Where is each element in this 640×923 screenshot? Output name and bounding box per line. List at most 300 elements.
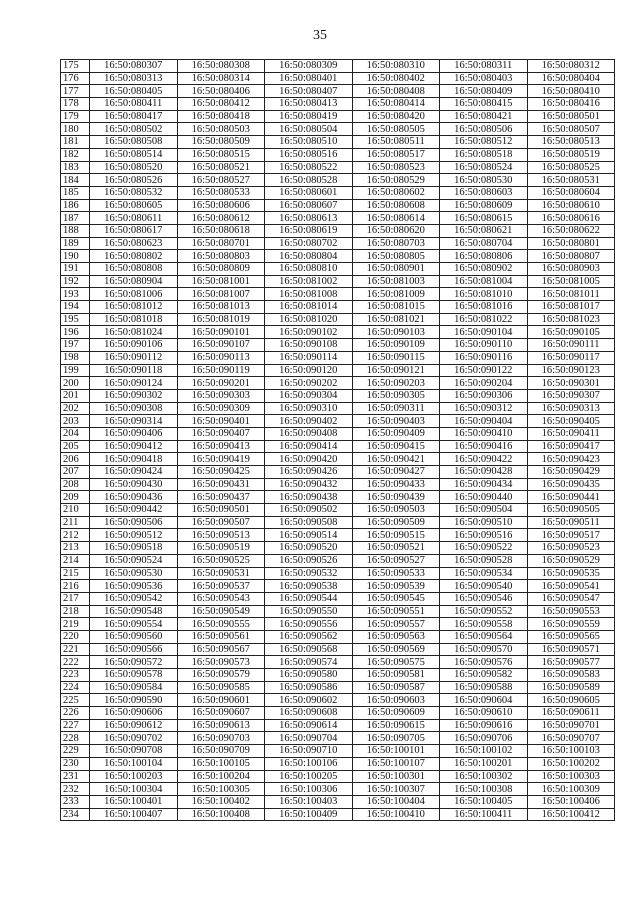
cadastral-number-cell: 16:50:090709 [177, 745, 265, 758]
cadastral-number-cell: 16:50:090119 [177, 364, 265, 377]
row-number-cell: 189 [61, 237, 90, 250]
table-row [61, 301, 615, 314]
cadastral-number-cell: 16:50:080504 [265, 123, 353, 136]
table-row [61, 719, 615, 732]
cadastral-number-cell: 16:50:080413 [265, 98, 353, 111]
cadastral-number-cell: 16:50:090560 [90, 630, 178, 643]
cadastral-number-cell: 16:50:090308 [90, 402, 178, 415]
cadastral-number-cell: 16:50:090124 [90, 377, 178, 390]
row-number-cell: 229 [61, 745, 90, 758]
table-row [61, 681, 615, 694]
cadastral-number-cell: 16:50:090409 [352, 427, 440, 440]
cadastral-number-cell: 16:50:090109 [352, 339, 440, 352]
cadastral-number-cell: 16:50:080420 [352, 110, 440, 123]
cadastral-number-cell: 16:50:100401 [90, 795, 178, 808]
cadastral-number-cell: 16:50:090704 [265, 732, 353, 745]
cadastral-number-cell: 16:50:090616 [440, 719, 528, 732]
row-number-cell: 185 [61, 186, 90, 199]
cadastral-number-cell: 16:50:090115 [352, 351, 440, 364]
cadastral-number-cell: 16:50:090113 [177, 351, 265, 364]
cadastral-number-cell: 16:50:080615 [440, 212, 528, 225]
cadastral-number-cell: 16:50:080902 [440, 263, 528, 276]
cadastral-number-cell: 16:50:090574 [265, 656, 353, 669]
cadastral-number-cell: 16:50:080603 [440, 186, 528, 199]
table-row [61, 669, 615, 682]
cadastral-number-cell: 16:50:090406 [90, 427, 178, 440]
table-row [61, 808, 615, 821]
table-row [61, 630, 615, 643]
cadastral-number-cell: 16:50:080532 [90, 186, 178, 199]
cadastral-number-cell: 16:50:080515 [177, 148, 265, 161]
row-number-cell: 176 [61, 72, 90, 85]
row-number-cell: 209 [61, 491, 90, 504]
table-row [61, 618, 615, 631]
cadastral-number-cell: 16:50:080609 [440, 199, 528, 212]
cadastral-number-cell: 16:50:090309 [177, 402, 265, 415]
cadastral-number-cell: 16:50:080616 [527, 212, 615, 225]
cadastral-number-cell: 16:50:081006 [90, 288, 178, 301]
row-number-cell: 204 [61, 427, 90, 440]
cadastral-number-cell: 16:50:090703 [177, 732, 265, 745]
cadastral-number-cell: 16:50:080408 [352, 85, 440, 98]
cadastral-number-cell: 16:50:081013 [177, 301, 265, 314]
cadastral-number-cell: 16:50:090564 [440, 630, 528, 643]
cadastral-number-cell: 16:50:100204 [177, 770, 265, 783]
cadastral-number-cell: 16:50:080410 [527, 85, 615, 98]
cadastral-number-cell: 16:50:080414 [352, 98, 440, 111]
cadastral-number-cell: 16:50:090569 [352, 643, 440, 656]
cadastral-number-cell: 16:50:081003 [352, 275, 440, 288]
cadastral-number-cell: 16:50:100102 [440, 745, 528, 758]
cadastral-number-cell: 16:50:090553 [527, 605, 615, 618]
cadastral-number-cell: 16:50:080525 [527, 161, 615, 174]
cadastral-number-cell: 16:50:090423 [527, 453, 615, 466]
cadastral-number-cell: 16:50:090439 [352, 491, 440, 504]
row-number-cell: 198 [61, 351, 90, 364]
cadastral-number-cell: 16:50:080511 [352, 136, 440, 149]
table-row [61, 643, 615, 656]
cadastral-number-cell: 16:50:081004 [440, 275, 528, 288]
cadastral-number-cell: 16:50:090578 [90, 669, 178, 682]
table-row [61, 72, 615, 85]
cadastral-number-cell: 16:50:080506 [440, 123, 528, 136]
cadastral-number-cell: 16:50:090710 [265, 745, 353, 758]
cadastral-number-cell: 16:50:090201 [177, 377, 265, 390]
cadastral-number-cell: 16:50:090586 [265, 681, 353, 694]
cadastral-number-cell: 16:50:090532 [265, 567, 353, 580]
table-row [61, 415, 615, 428]
cadastral-number-cell: 16:50:090419 [177, 453, 265, 466]
cadastral-number-cell: 16:50:090438 [265, 491, 353, 504]
cadastral-number-cell: 16:50:090537 [177, 580, 265, 593]
cadastral-number-cell: 16:50:090123 [527, 364, 615, 377]
table-row [61, 199, 615, 212]
cadastral-number-cell: 16:50:090413 [177, 440, 265, 453]
cadastral-number-cell: 16:50:090542 [90, 592, 178, 605]
cadastral-number-cell: 16:50:090508 [265, 516, 353, 529]
cadastral-number-cell: 16:50:080622 [527, 224, 615, 237]
cadastral-number-cell: 16:50:100407 [90, 808, 178, 821]
cadastral-number-cell: 16:50:090561 [177, 630, 265, 643]
table-row [61, 732, 615, 745]
cadastral-number-cell: 16:50:090523 [527, 542, 615, 555]
cadastral-number-cell: 16:50:100411 [440, 808, 528, 821]
cadastral-number-cell: 16:50:090441 [527, 491, 615, 504]
table-row [61, 110, 615, 123]
cadastral-number-cell: 16:50:090590 [90, 694, 178, 707]
cadastral-number-cell: 16:50:080517 [352, 148, 440, 161]
cadastral-number-cell: 16:50:080610 [527, 199, 615, 212]
cadastral-number-cell: 16:50:090415 [352, 440, 440, 453]
cadastral-number-cell: 16:50:090313 [527, 402, 615, 415]
table-row [61, 123, 615, 136]
table-row [61, 783, 615, 796]
cadastral-number-cell: 16:50:090301 [527, 377, 615, 390]
cadastral-number-cell: 16:50:090614 [265, 719, 353, 732]
cadastral-number-cell: 16:50:080409 [440, 85, 528, 98]
cadastral-number-cell: 16:50:090442 [90, 504, 178, 517]
cadastral-number-cell: 16:50:100103 [527, 745, 615, 758]
cadastral-number-cell: 16:50:100106 [265, 757, 353, 770]
row-number-cell: 190 [61, 250, 90, 263]
cadastral-number-cell: 16:50:081019 [177, 313, 265, 326]
cadastral-number-cell: 16:50:080513 [527, 136, 615, 149]
cadastral-number-cell: 16:50:081005 [527, 275, 615, 288]
cadastral-number-cell: 16:50:080502 [90, 123, 178, 136]
cadastral-number-cell: 16:50:090118 [90, 364, 178, 377]
cadastral-number-cell: 16:50:090589 [527, 681, 615, 694]
table-row [61, 161, 615, 174]
cadastral-number-cell: 16:50:100302 [440, 770, 528, 783]
cadastral-number-cell: 16:50:090538 [265, 580, 353, 593]
cadastral-number-cell: 16:50:080419 [265, 110, 353, 123]
cadastral-number-cell: 16:50:080704 [440, 237, 528, 250]
cadastral-number-cell: 16:50:090412 [90, 440, 178, 453]
cadastral-number-cell: 16:50:100308 [440, 783, 528, 796]
cadastral-number-cell: 16:50:090510 [440, 516, 528, 529]
row-number-cell: 230 [61, 757, 90, 770]
cadastral-number-cell: 16:50:080703 [352, 237, 440, 250]
cadastral-number-cell: 16:50:090110 [440, 339, 528, 352]
cadastral-number-cell: 16:50:090427 [352, 466, 440, 479]
cadastral-number-cell: 16:50:090122 [440, 364, 528, 377]
cadastral-number-cell: 16:50:090552 [440, 605, 528, 618]
table-row [61, 745, 615, 758]
cadastral-number-cell: 16:50:080611 [90, 212, 178, 225]
cadastral-number-cell: 16:50:090311 [352, 402, 440, 415]
cadastral-number-cell: 16:50:090611 [527, 707, 615, 720]
cadastral-number-cell: 16:50:090430 [90, 478, 178, 491]
cadastral-number-cell: 16:50:080518 [440, 148, 528, 161]
row-number-cell: 231 [61, 770, 90, 783]
row-number-cell: 202 [61, 402, 90, 415]
cadastral-number-cell: 16:50:081001 [177, 275, 265, 288]
row-number-cell: 179 [61, 110, 90, 123]
cadastral-number-cell: 16:50:090432 [265, 478, 353, 491]
table-row [61, 60, 615, 73]
cadastral-number-cell: 16:50:090204 [440, 377, 528, 390]
row-number-cell: 184 [61, 174, 90, 187]
cadastral-number-cell: 16:50:080412 [177, 98, 265, 111]
cadastral-number-cell: 16:50:090615 [352, 719, 440, 732]
cadastral-number-cell: 16:50:090546 [440, 592, 528, 605]
row-number-cell: 205 [61, 440, 90, 453]
cadastral-number-cell: 16:50:100410 [352, 808, 440, 821]
cadastral-number-cell: 16:50:080510 [265, 136, 353, 149]
cadastral-number-cell: 16:50:090435 [527, 478, 615, 491]
row-number-cell: 197 [61, 339, 90, 352]
cadastral-number-cell: 16:50:080521 [177, 161, 265, 174]
cadastral-number-cell: 16:50:090702 [90, 732, 178, 745]
cadastral-number-cell: 16:50:090547 [527, 592, 615, 605]
cadastral-number-cell: 16:50:090421 [352, 453, 440, 466]
table-row [61, 656, 615, 669]
row-number-cell: 203 [61, 415, 90, 428]
cadastral-number-cell: 16:50:080512 [440, 136, 528, 149]
cadastral-number-cell: 16:50:090514 [265, 529, 353, 542]
cadastral-number-cell: 16:50:090408 [265, 427, 353, 440]
cadastral-number-cell: 16:50:100301 [352, 770, 440, 783]
cadastral-number-cell: 16:50:090511 [527, 516, 615, 529]
cadastral-number-cell: 16:50:090550 [265, 605, 353, 618]
table-row [61, 605, 615, 618]
cadastral-number-cell: 16:50:080604 [527, 186, 615, 199]
cadastral-number-cell: 16:50:080606 [177, 199, 265, 212]
cadastral-number-cell: 16:50:090548 [90, 605, 178, 618]
cadastral-number-cell: 16:50:090520 [265, 542, 353, 555]
cadastral-number-cell: 16:50:090312 [440, 402, 528, 415]
cadastral-number-cell: 16:50:090314 [90, 415, 178, 428]
cadastral-number-cell: 16:50:090114 [265, 351, 353, 364]
cadastral-number-cell: 16:50:100203 [90, 770, 178, 783]
cadastral-number-cell: 16:50:081018 [90, 313, 178, 326]
cadastral-number-cell: 16:50:090117 [527, 351, 615, 364]
cadastral-number-cell: 16:50:100303 [527, 770, 615, 783]
table-row [61, 478, 615, 491]
cadastral-number-cell: 16:50:080501 [527, 110, 615, 123]
cadastral-number-cell: 16:50:090513 [177, 529, 265, 542]
cadastral-number-cell: 16:50:080605 [90, 199, 178, 212]
table-row [61, 288, 615, 301]
cadastral-number-cell: 16:50:100101 [352, 745, 440, 758]
cadastral-number-cell: 16:50:080312 [527, 60, 615, 73]
cadastral-number-cell: 16:50:080406 [177, 85, 265, 98]
table-row [61, 516, 615, 529]
cadastral-number-cell: 16:50:100402 [177, 795, 265, 808]
cadastral-number-cell: 16:50:090558 [440, 618, 528, 631]
cadastral-number-cell: 16:50:080523 [352, 161, 440, 174]
table-row [61, 567, 615, 580]
cadastral-number-cell: 16:50:090428 [440, 466, 528, 479]
row-number-cell: 180 [61, 123, 90, 136]
cadastral-number-cell: 16:50:100104 [90, 757, 178, 770]
row-number-cell: 206 [61, 453, 90, 466]
row-number-cell: 212 [61, 529, 90, 542]
cadastral-number-cell: 16:50:090534 [440, 567, 528, 580]
cadastral-number-cell: 16:50:090425 [177, 466, 265, 479]
cadastral-number-cell: 16:50:090568 [265, 643, 353, 656]
cadastral-number-cell: 16:50:090503 [352, 504, 440, 517]
row-number-cell: 214 [61, 554, 90, 567]
cadastral-number-cell: 16:50:090543 [177, 592, 265, 605]
cadastral-number-cell: 16:50:100403 [265, 795, 353, 808]
cadastral-number-cell: 16:50:080516 [265, 148, 353, 161]
cadastral-number-cell: 16:50:090557 [352, 618, 440, 631]
cadastral-number-cell: 16:50:090573 [177, 656, 265, 669]
cadastral-number-cell: 16:50:081007 [177, 288, 265, 301]
row-number-cell: 227 [61, 719, 90, 732]
row-number-cell: 193 [61, 288, 90, 301]
cadastral-number-cell: 16:50:090577 [527, 656, 615, 669]
cadastral-number-cell: 16:50:080405 [90, 85, 178, 98]
cadastral-number-cell: 16:50:090437 [177, 491, 265, 504]
cadastral-number-cell: 16:50:080421 [440, 110, 528, 123]
cadastral-number-cell: 16:50:090521 [352, 542, 440, 555]
row-number-cell: 215 [61, 567, 90, 580]
cadastral-number-cell: 16:50:090403 [352, 415, 440, 428]
cadastral-number-cell: 16:50:090601 [177, 694, 265, 707]
cadastral-number-cell: 16:50:090105 [527, 326, 615, 339]
cadastral-number-cell: 16:50:090422 [440, 453, 528, 466]
cadastral-number-cell: 16:50:080803 [177, 250, 265, 263]
cadastral-number-cell: 16:50:090525 [177, 554, 265, 567]
cadastral-number-cell: 16:50:090570 [440, 643, 528, 656]
cadastral-number-cell: 16:50:080602 [352, 186, 440, 199]
cadastral-number-cell: 16:50:080701 [177, 237, 265, 250]
cadastral-number-cell: 16:50:090527 [352, 554, 440, 567]
cadastral-number-cell: 16:50:090416 [440, 440, 528, 453]
cadastral-number-cell: 16:50:090426 [265, 466, 353, 479]
row-number-cell: 234 [61, 808, 90, 821]
table-row [61, 402, 615, 415]
table-row [61, 453, 615, 466]
table-row [61, 263, 615, 276]
table-row [61, 504, 615, 517]
table-row [61, 466, 615, 479]
cadastral-number-cell: 16:50:080505 [352, 123, 440, 136]
cadastral-number-cell: 16:50:080612 [177, 212, 265, 225]
row-number-cell: 192 [61, 275, 90, 288]
row-number-cell: 233 [61, 795, 90, 808]
cadastral-number-cell: 16:50:090707 [527, 732, 615, 745]
row-number-cell: 224 [61, 681, 90, 694]
cadastral-number-cell: 16:50:090544 [265, 592, 353, 605]
cadastral-number-cell: 16:50:100105 [177, 757, 265, 770]
cadastral-number-cell: 16:50:090559 [527, 618, 615, 631]
cadastral-number-cell: 16:50:080416 [527, 98, 615, 111]
row-number-cell: 195 [61, 313, 90, 326]
cadastral-number-cell: 16:50:081022 [440, 313, 528, 326]
cadastral-number-cell: 16:50:080901 [352, 263, 440, 276]
cadastral-number-cell: 16:50:081020 [265, 313, 353, 326]
table-row [61, 85, 615, 98]
cadastral-number-cell: 16:50:080514 [90, 148, 178, 161]
table-row [61, 136, 615, 149]
cadastral-number-cell: 16:50:080804 [265, 250, 353, 263]
table-row [61, 212, 615, 225]
cadastral-number-cell: 16:50:090585 [177, 681, 265, 694]
cadastral-number-cell: 16:50:081015 [352, 301, 440, 314]
table-row [61, 770, 615, 783]
cadastral-number-cell: 16:50:090584 [90, 681, 178, 694]
cadastral-number-cell: 16:50:100406 [527, 795, 615, 808]
cadastral-number-cell: 16:50:090440 [440, 491, 528, 504]
cadastral-number-cell: 16:50:080524 [440, 161, 528, 174]
cadastral-number-cell: 16:50:080805 [352, 250, 440, 263]
cadastral-number-cell: 16:50:090302 [90, 389, 178, 402]
cadastral-number-cell: 16:50:090101 [177, 326, 265, 339]
row-number-cell: 200 [61, 377, 90, 390]
cadastral-number-cell: 16:50:090307 [527, 389, 615, 402]
cadastral-number-cell: 16:50:090414 [265, 440, 353, 453]
row-number-cell: 218 [61, 605, 90, 618]
cadastral-number-cell: 16:50:090402 [265, 415, 353, 428]
cadastral-number-cell: 16:50:100304 [90, 783, 178, 796]
table-row [61, 148, 615, 161]
row-number-cell: 191 [61, 263, 90, 276]
cadastral-number-cell: 16:50:090530 [90, 567, 178, 580]
row-number-cell: 175 [61, 60, 90, 73]
table-body [61, 60, 615, 821]
cadastral-number-cell: 16:50:080509 [177, 136, 265, 149]
cadastral-number-cell: 16:50:090604 [440, 694, 528, 707]
cadastral-number-cell: 16:50:090575 [352, 656, 440, 669]
table-row [61, 757, 615, 770]
cadastral-number-cell: 16:50:090310 [265, 402, 353, 415]
cadastral-number-cell: 16:50:090305 [352, 389, 440, 402]
table-row [61, 440, 615, 453]
row-number-cell: 211 [61, 516, 90, 529]
cadastral-number-cell: 16:50:090607 [177, 707, 265, 720]
cadastral-number-cell: 16:50:090504 [440, 504, 528, 517]
cadastral-number-cell: 16:50:090567 [177, 643, 265, 656]
cadastral-number-cell: 16:50:090417 [527, 440, 615, 453]
row-number-cell: 219 [61, 618, 90, 631]
cadastral-number-cell: 16:50:090588 [440, 681, 528, 694]
cadastral-number-cell: 16:50:090571 [527, 643, 615, 656]
cadastral-number-cell: 16:50:090554 [90, 618, 178, 631]
cadastral-number-cell: 16:50:100405 [440, 795, 528, 808]
cadastral-number-cell: 16:50:090587 [352, 681, 440, 694]
cadastral-number-cell: 16:50:090533 [352, 567, 440, 580]
cadastral-number-cell: 16:50:090705 [352, 732, 440, 745]
cadastral-number-cell: 16:50:090116 [440, 351, 528, 364]
cadastral-number-cell: 16:50:090107 [177, 339, 265, 352]
cadastral-number-cell: 16:50:080527 [177, 174, 265, 187]
cadastral-number-cell: 16:50:090202 [265, 377, 353, 390]
cadastral-number-cell: 16:50:081012 [90, 301, 178, 314]
cadastral-number-cell: 16:50:090536 [90, 580, 178, 593]
cadastral-number-cell: 16:50:080314 [177, 72, 265, 85]
cadastral-number-cell: 16:50:081010 [440, 288, 528, 301]
cadastral-number-cell: 16:50:090565 [527, 630, 615, 643]
cadastral-number-cell: 16:50:090517 [527, 529, 615, 542]
cadastral-number-cell: 16:50:090518 [90, 542, 178, 555]
cadastral-number-cell: 16:50:090434 [440, 478, 528, 491]
row-number-cell: 226 [61, 707, 90, 720]
cadastral-number-cell: 16:50:081017 [527, 301, 615, 314]
cadastral-number-cell: 16:50:081014 [265, 301, 353, 314]
cadastral-number-cell: 16:50:090582 [440, 669, 528, 682]
cadastral-number-cell: 16:50:090541 [527, 580, 615, 593]
cadastral-number-cell: 16:50:090583 [527, 669, 615, 682]
cadastral-number-cell: 16:50:090203 [352, 377, 440, 390]
table-row [61, 237, 615, 250]
cadastral-number-cell: 16:50:090528 [440, 554, 528, 567]
cadastral-number-cell: 16:50:080519 [527, 148, 615, 161]
cadastral-number-cell: 16:50:090431 [177, 478, 265, 491]
cadastral-number-cell: 16:50:090519 [177, 542, 265, 555]
